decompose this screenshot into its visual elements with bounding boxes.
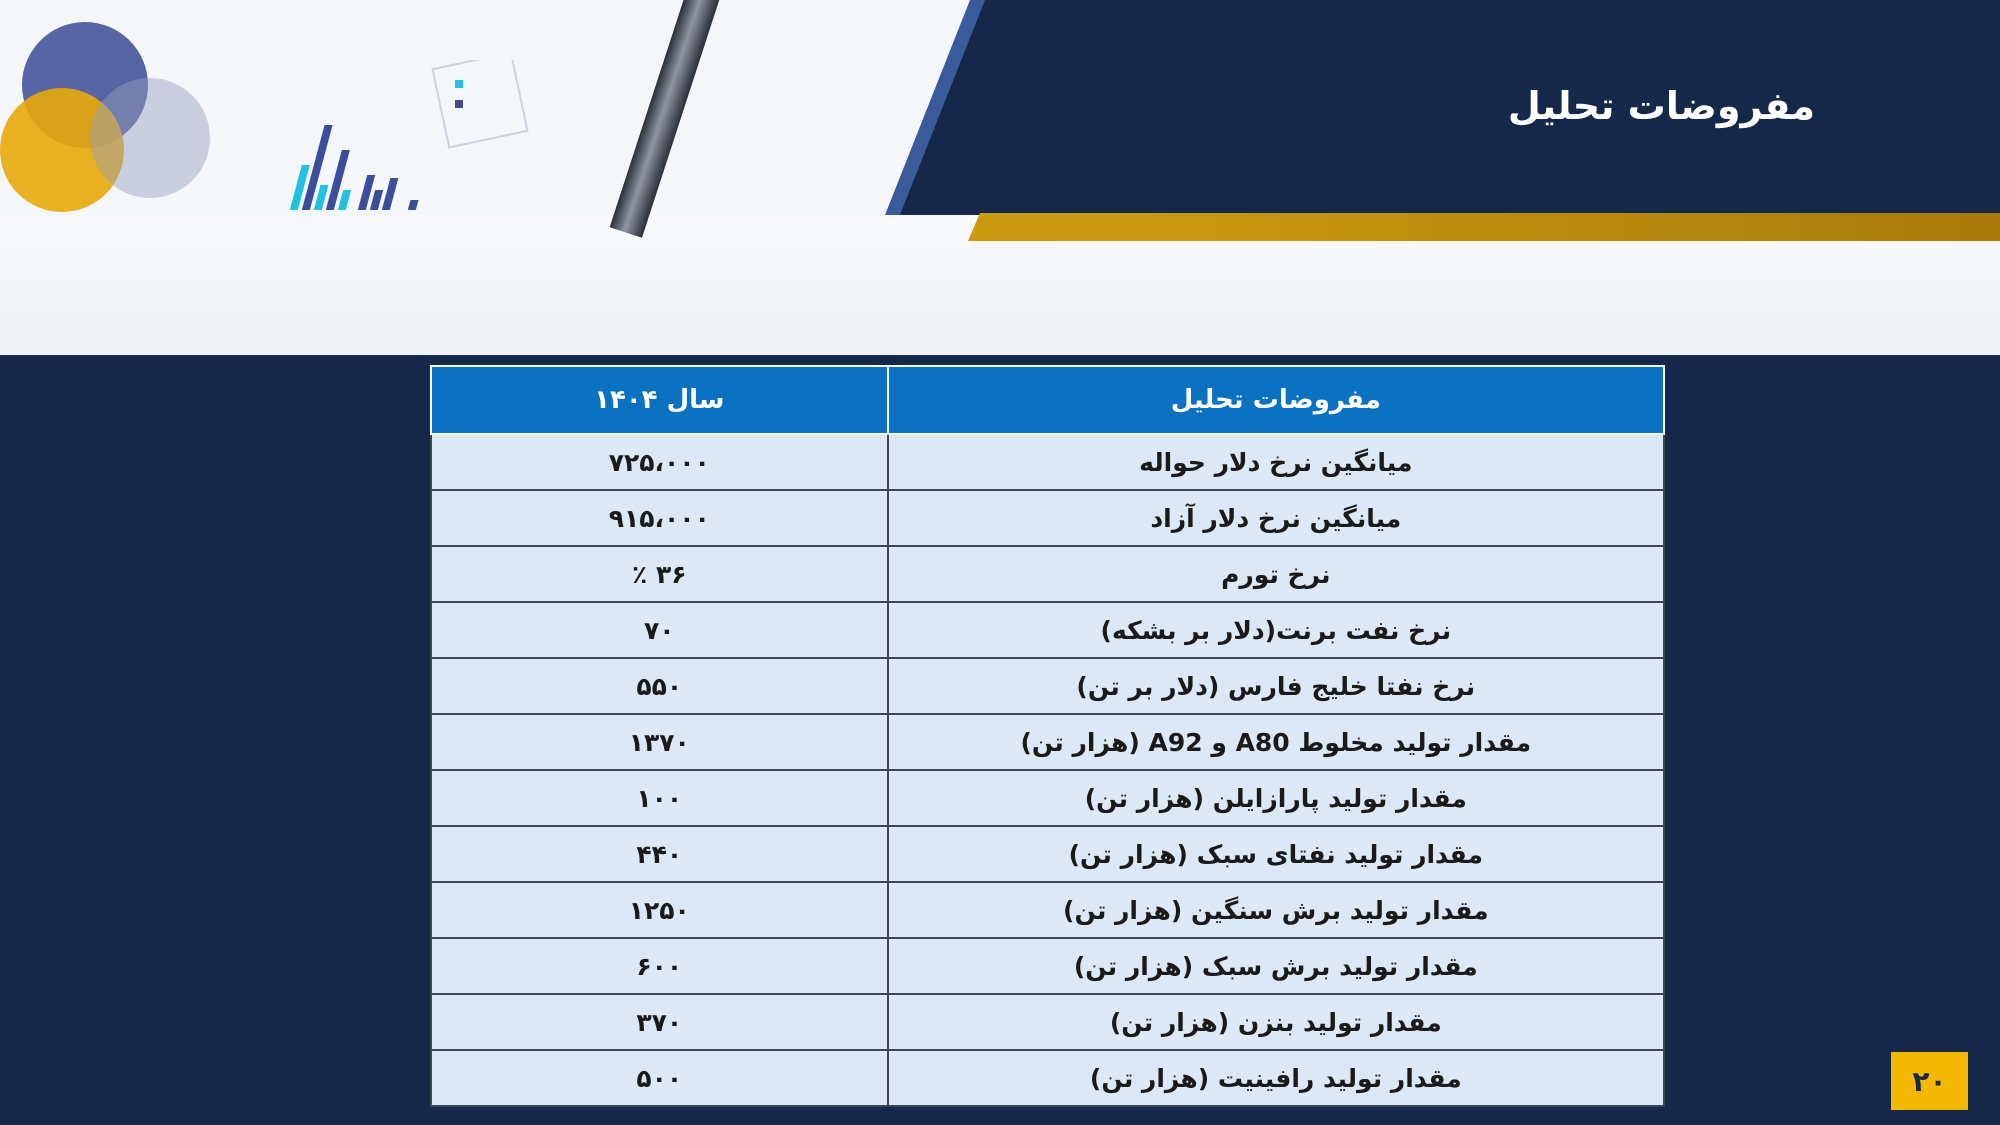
- assumption-name-cell: مقدار تولید پارازایلن (هزار تن): [888, 770, 1664, 826]
- assumption-value-cell: ۹۱۵،۰۰۰: [431, 490, 888, 546]
- assumption-value-cell: ۱۳۷۰: [431, 714, 888, 770]
- table-row: [431, 770, 1664, 826]
- assumption-name-cell: مقدار تولید نفتای سبک (هزار تن): [888, 826, 1664, 882]
- decorative-legend-swatch-1: [455, 80, 463, 88]
- assumption-value-cell: ۷۰: [431, 602, 888, 658]
- assumption-value-cell: ۱۲۵۰: [431, 882, 888, 938]
- assumption-name-cell: مقدار تولید رافینیت (هزار تن): [888, 1050, 1664, 1106]
- assumption-name-cell: میانگین نرخ دلار حواله: [888, 434, 1664, 490]
- assumption-value-cell: ۶۰۰: [431, 938, 888, 994]
- decorative-legend-swatch-2: [455, 100, 463, 108]
- table-row: [431, 938, 1664, 994]
- decorative-chart-image: [280, 60, 580, 230]
- decorative-bar-9: [408, 200, 419, 210]
- assumption-value-cell: ۳۶ ٪: [431, 546, 888, 602]
- table-row: [431, 434, 1664, 490]
- assumption-name-cell: مقدار تولید برش سبک (هزار تن): [888, 938, 1664, 994]
- table-header-row: [431, 366, 1664, 434]
- assumption-name-cell: مقدار تولید بنزن (هزار تن): [888, 994, 1664, 1050]
- table-row: [431, 1050, 1664, 1106]
- decorative-bar-8: [382, 178, 399, 210]
- assumption-name-cell: نرخ نفتا خلیج فارس (دلار بر تن): [888, 658, 1664, 714]
- assumption-value-cell: ۴۴۰: [431, 826, 888, 882]
- assumption-value-cell: ۱۰۰: [431, 770, 888, 826]
- decorative-bar-3: [314, 185, 329, 210]
- table-row: [431, 546, 1664, 602]
- slide-header: [0, 0, 2000, 355]
- assumptions-table: [430, 365, 1665, 1107]
- assumption-value-cell: ۵۰۰: [431, 1050, 888, 1106]
- table-row: [431, 994, 1664, 1050]
- table-row: [431, 490, 1664, 546]
- assumption-value-cell: ۳۷۰: [431, 994, 888, 1050]
- decorative-pen: [610, 0, 723, 238]
- assumption-name-cell: نرخ نفت برنت(دلار بر بشکه): [888, 602, 1664, 658]
- page-number-badge: ۲۰: [1891, 1052, 1968, 1110]
- assumption-name-cell: میانگین نرخ دلار آزاد: [888, 490, 1664, 546]
- column-header-year: سال ۱۴۰۴: [431, 366, 888, 434]
- table-row: [431, 882, 1664, 938]
- decorative-bar-7: [370, 190, 383, 210]
- assumption-name-cell: مقدار تولید برش سنگین (هزار تن): [888, 882, 1664, 938]
- table-row: [431, 658, 1664, 714]
- table-row: [431, 714, 1664, 770]
- decorative-grey-circle: [90, 78, 210, 198]
- decorative-chart-tooltip: [433, 60, 528, 147]
- slide-title: مفروضات تحلیل: [1507, 84, 1815, 128]
- table-row: [431, 826, 1664, 882]
- table-row: [431, 602, 1664, 658]
- assumption-name-cell: نرخ تورم: [888, 546, 1664, 602]
- assumption-value-cell: ۵۵۰: [431, 658, 888, 714]
- column-header-assumption: مفروضات تحلیل: [888, 366, 1664, 434]
- assumption-value-cell: ۷۲۵،۰۰۰: [431, 434, 888, 490]
- assumption-name-cell: مقدار تولید مخلوط A80 و A92 (هزار تن): [888, 714, 1664, 770]
- decorative-bar-5: [338, 190, 351, 210]
